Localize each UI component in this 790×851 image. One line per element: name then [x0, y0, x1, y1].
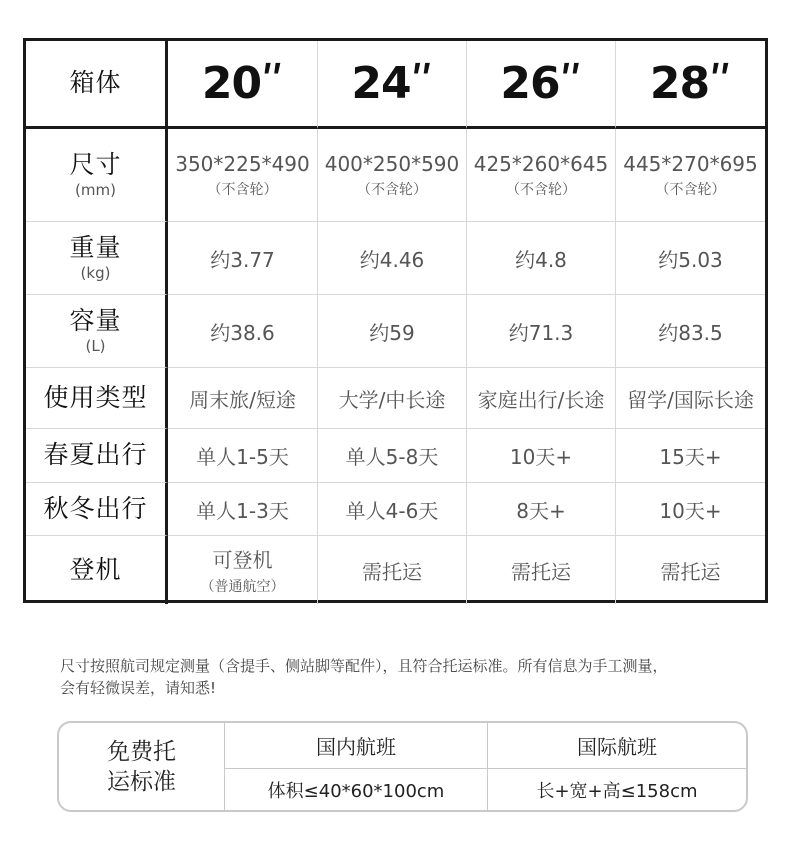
- table-cell: [616, 295, 765, 368]
- table-cell: [467, 483, 616, 536]
- table-cell: [318, 483, 467, 536]
- cell-value: 约83.5: [658, 320, 723, 345]
- row-label-usage: 使用类型: [43, 382, 148, 412]
- row-label-cell: [26, 129, 168, 222]
- cell-value: 8天+: [516, 498, 566, 523]
- table-cell: [318, 368, 467, 429]
- cell-value: 需托运: [660, 559, 721, 584]
- international-flight-limit: 长+宽+高≤158cm: [536, 780, 698, 802]
- cell-value: 约4.46: [359, 247, 425, 272]
- table-cell: [467, 295, 616, 368]
- table-cell: [616, 429, 765, 483]
- corner-header: [26, 41, 168, 129]
- cell-note: （不含轮）: [207, 181, 278, 198]
- cell-value: 留学/国际长途: [627, 387, 754, 412]
- cell-note: （不含轮）: [506, 181, 576, 198]
- size-header: [467, 41, 616, 129]
- spec-table: [23, 38, 768, 603]
- free-baggage-table: [57, 721, 748, 812]
- row-label-capacity: 容量: [69, 305, 122, 335]
- cell-value: 单人1-5天: [196, 445, 289, 469]
- size-28: 28ʺ: [649, 58, 732, 109]
- table-cell: [318, 222, 467, 295]
- row-label-cell: [26, 222, 168, 295]
- cell-note: （普通航空）: [200, 579, 285, 595]
- cell-value: 约3.77: [210, 247, 275, 272]
- measurement-footnote: [60, 655, 750, 699]
- table-cell: [168, 129, 318, 222]
- size-20: 20ʺ: [201, 58, 284, 109]
- baggage-title-line: 运标准: [107, 768, 176, 795]
- table-cell: [168, 536, 318, 604]
- cell-note: （不含轮）: [357, 181, 427, 198]
- table-cell: [318, 295, 467, 368]
- size-24: 24ʺ: [351, 58, 433, 109]
- cell-value: 单人1-3天: [196, 498, 289, 523]
- table-cell: [168, 429, 318, 483]
- table-cell: [467, 536, 616, 604]
- table-cell: [318, 129, 467, 222]
- table-cell: [616, 368, 765, 429]
- table-cell: [168, 295, 318, 368]
- row-label-cell: [26, 536, 168, 604]
- cell-value: 10天+: [509, 445, 573, 469]
- size-header: [168, 41, 318, 129]
- cell-value: 可登机: [212, 548, 273, 572]
- table-cell: [467, 222, 616, 295]
- row-label-dimensions: 尺寸: [69, 149, 122, 179]
- table-cell: [467, 129, 616, 222]
- row-label-boarding: 登机: [69, 554, 122, 584]
- row-label-cell: [26, 429, 168, 483]
- cell-value: 家庭出行/长途: [477, 387, 605, 412]
- baggage-title-line: 免费托: [107, 738, 176, 765]
- size-header: [616, 41, 765, 129]
- row-label-cell: [26, 295, 168, 368]
- corner-label: 箱体: [69, 68, 122, 98]
- row-label-cell: [26, 483, 168, 536]
- table-cell: [318, 429, 467, 483]
- table-cell: [168, 368, 318, 429]
- table-cell: [168, 483, 318, 536]
- cell-value: 10天+: [659, 498, 722, 523]
- table-cell: [616, 536, 765, 604]
- size-26: 26ʺ: [500, 58, 582, 109]
- cell-value: 400*250*590: [324, 151, 460, 176]
- cell-value: 约71.3: [508, 320, 574, 345]
- table-cell: [616, 483, 765, 536]
- row-label-autumn-winter: 秋冬出行: [43, 493, 148, 523]
- row-unit: (mm): [75, 181, 116, 200]
- table-cell: [616, 222, 765, 295]
- footnote-line: 尺寸按照航司规定测量（含提手、侧站脚等配件），且符合托运标准。所有信息为手工测量，: [60, 657, 668, 675]
- cell-value: 约38.6: [210, 320, 275, 345]
- domestic-flight-header: 国内航班: [225, 723, 488, 769]
- cell-value: 大学/中长途: [338, 387, 446, 412]
- cell-value: 约4.8: [515, 247, 567, 272]
- cell-value: 单人5-8天: [345, 445, 439, 469]
- table-cell: [467, 368, 616, 429]
- international-flight-header: 国际航班: [488, 723, 746, 769]
- cell-value: 约59: [369, 320, 415, 345]
- row-label-weight: 重量: [69, 232, 122, 262]
- cell-value: 需托运: [362, 559, 422, 584]
- cell-value: 425*260*645: [473, 151, 609, 176]
- size-header: [318, 41, 467, 129]
- row-label-spring-summer: 春夏出行: [43, 440, 148, 470]
- baggage-title: [59, 723, 225, 810]
- cell-value: 约5.03: [658, 247, 723, 272]
- row-unit: (L): [85, 337, 106, 356]
- table-cell: [318, 536, 467, 604]
- domestic-flight-limit: 体积≤40*60*100cm: [225, 769, 488, 810]
- row-unit: (kg): [80, 264, 111, 283]
- cell-value: 单人4-6天: [345, 498, 439, 523]
- cell-note: （不含轮）: [655, 181, 726, 198]
- cell-value: 350*225*490: [175, 151, 310, 176]
- row-label-cell: [26, 368, 168, 429]
- table-cell: [467, 429, 616, 483]
- cell-value: 15天+: [659, 445, 722, 469]
- cell-value: 需托运: [511, 559, 571, 584]
- cell-value: 周末旅/短途: [189, 387, 296, 412]
- cell-value: 445*270*695: [623, 151, 758, 176]
- table-cell: [616, 129, 765, 222]
- footnote-line: 会有轻微误差，请知悉!: [60, 679, 217, 697]
- table-cell: [168, 222, 318, 295]
